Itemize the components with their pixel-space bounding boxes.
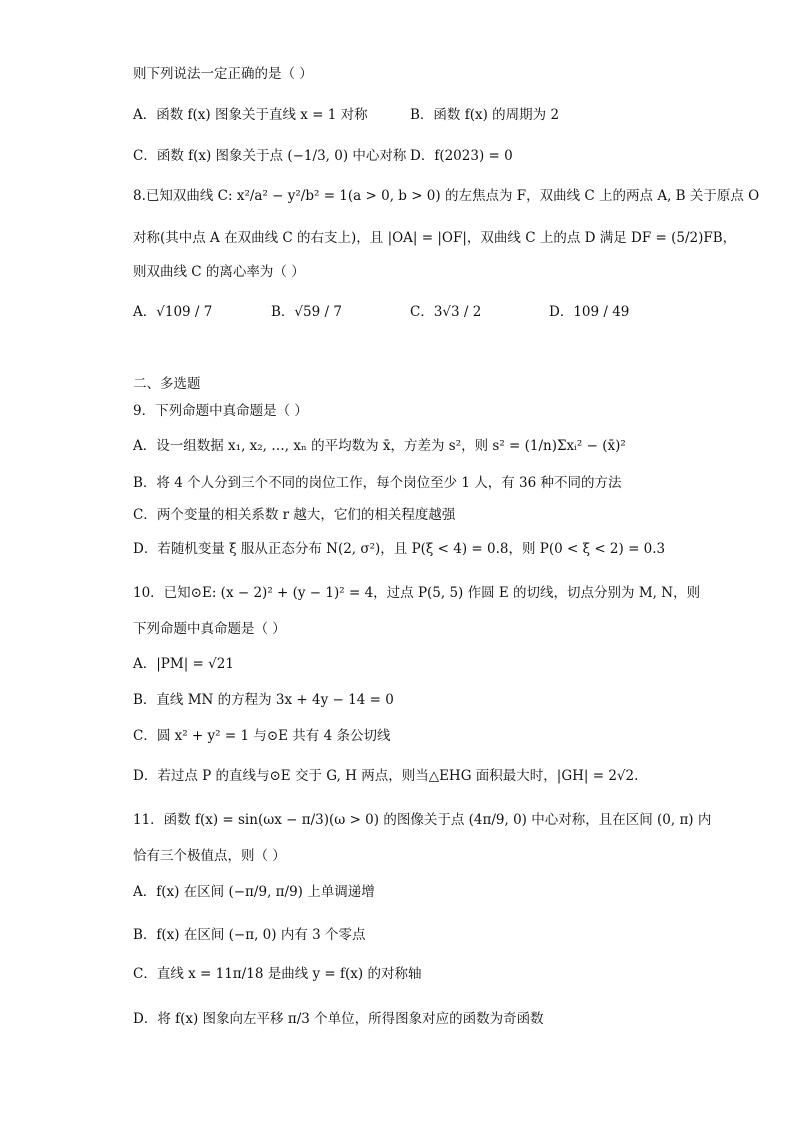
q10-stem-line2: 下列命题中真命题是（ ） [133, 621, 286, 637]
q7-option-d: D．f(2023) = 0 [410, 148, 513, 164]
q7-option-b: B．函数 f(x) 的周期为 2 [410, 107, 560, 123]
q9-option-b: B．将 4 个人分到三个不同的岗位工作，每个岗位至少 1 人，有 36 种不同的方法 [133, 475, 622, 491]
q7-option-a: A．函数 f(x) 图象关于直线 x = 1 对称 [133, 107, 368, 123]
q8-stem-line3: 则双曲线 C 的离心率为（ ） [133, 264, 305, 280]
q10-stem-line1: 10．已知⊙E: (x − 2)² + (y − 1)² = 4，过点 P(5, 5) 作圆 E 的切线，切点分别为 M, N，则 [133, 585, 701, 601]
q9-option-c: C．两个变量的相关系数 r 越大，它们的相关程度越强 [133, 507, 456, 523]
q8-option-a: A．√109 / 7 [133, 304, 213, 320]
q9-stem: 9．下列命题中真命题是（ ） [133, 403, 308, 419]
q11-option-a: A．f(x) 在区间 (−π/9, π/9) 上单调递增 [133, 884, 375, 900]
q8-option-b: B．√59 / 7 [271, 304, 342, 320]
q7-option-c: C．函数 f(x) 图象关于点 (−1/3, 0) 中心对称 [133, 148, 407, 164]
section-title: 二、多选题 [133, 376, 201, 392]
q9-option-a: A．设一组数据 x₁, x₂, …, xₙ 的平均数为 x̄，方差为 s²，则 s² = (1/n)Σxᵢ² − (x̄)² [133, 438, 626, 454]
q8-stem-line1: 8.已知双曲线 C: x²/a² − y²/b² = 1(a > 0, b > 0) 的左焦点为 F，双曲线 C 上的两点 A, B 关于原点 O [133, 188, 760, 204]
q11-option-c: C．直线 x = 11π/18 是曲线 y = f(x) 的对称轴 [133, 966, 422, 982]
q8-stem-line2: 对称(其中点 A 在双曲线 C 的右支上)，且 |OA| = |OF|，双曲线 C 上的点 D 满足 DF = (5/2)FB， [133, 230, 737, 246]
q7-tail: 则下列说法一定正确的是（ ） [133, 66, 313, 82]
q10-option-d: D．若过点 P 的直线与⊙E 交于 G, H 两点，则当△EHG 面积最大时，|GH| = 2√2. [133, 768, 639, 784]
q8-option-d: D．109 / 49 [549, 304, 630, 320]
q11-option-d: D．将 f(x) 图象向左平移 π/3 个单位，所得图象对应的函数为奇函数 [133, 1011, 544, 1027]
q10-option-a: A．|PM| = √21 [133, 656, 234, 672]
q11-option-b: B．f(x) 在区间 (−π, 0) 内有 3 个零点 [133, 927, 366, 943]
q11-stem-line2: 恰有三个极值点，则（ ） [133, 848, 286, 864]
q9-option-d: D．若随机变量 ξ 服从正态分布 N(2, σ²)，且 P(ξ < 4) = 0.8，则 P(0 < ξ < 2) = 0.3 [133, 541, 666, 557]
q10-option-c: C．圆 x² + y² = 1 与⊙E 共有 4 条公切线 [133, 728, 391, 744]
q10-option-b: B．直线 MN 的方程为 3x + 4y − 14 = 0 [133, 692, 394, 708]
q11-stem-line1: 11．函数 f(x) = sin(ωx − π/3)(ω > 0) 的图像关于点 (4π/9, 0) 中心对称，且在区间 (0, π) 内 [133, 812, 712, 828]
q8-option-c: C．3√3 / 2 [410, 304, 482, 320]
